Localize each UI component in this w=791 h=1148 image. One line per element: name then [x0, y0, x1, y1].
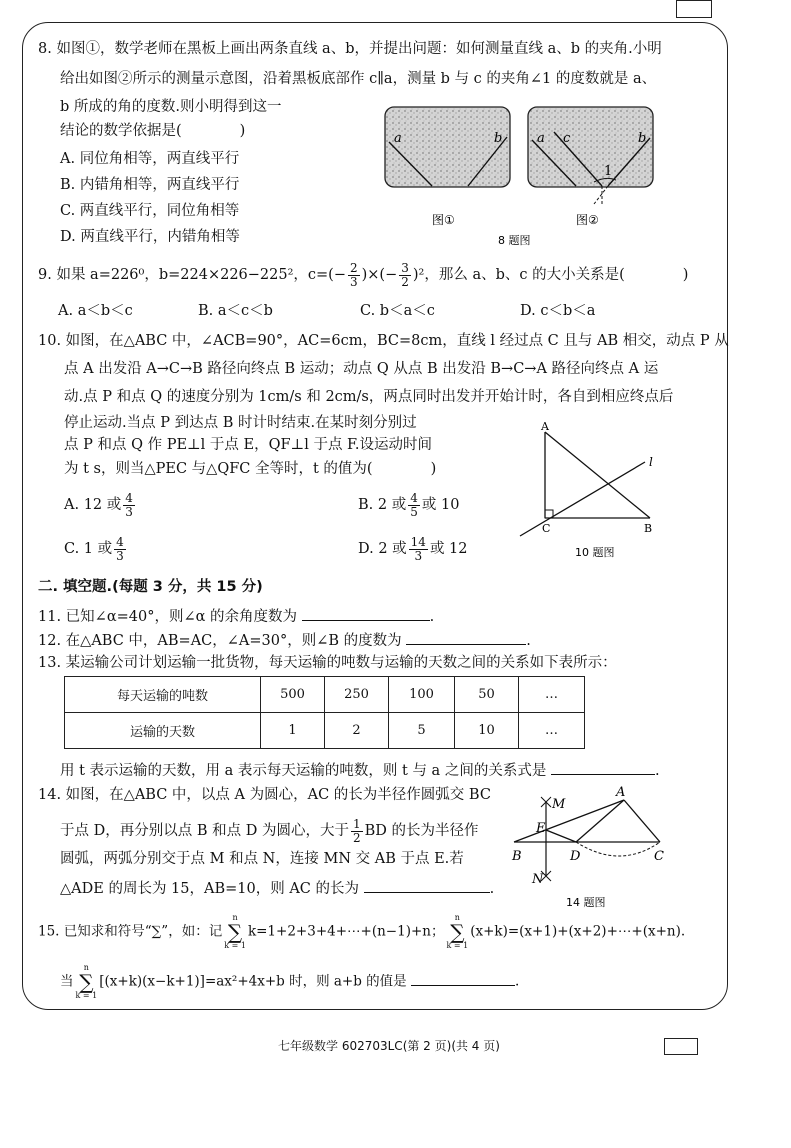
q15-pre: 15. 已知求和符号“∑”，如：记 [38, 923, 223, 940]
q10-line3: 动.点 P 和点 Q 的速度分别为 1cm/s 和 2cm/s，两点同时出发并开始计时，各自到相应终点后 [64, 389, 674, 405]
q9-option-d: D. c＜b＜a [520, 303, 596, 319]
q10-opt-d-num: 14 [410, 535, 426, 549]
q15-line1 [38, 914, 685, 950]
q12-answer-blank[interactable] [406, 632, 526, 645]
segment-DE [546, 830, 576, 842]
q12-text: 12. 在△ABC 中，AB=AC，∠A=30°，则∠B 的度数为 [38, 633, 402, 649]
table-cell: … [519, 713, 585, 749]
q14-half-fraction [351, 818, 363, 844]
table-cell: 10 [455, 713, 519, 749]
q9-fraction-2 [399, 262, 411, 288]
sigma-3-bottom: k = 1 [75, 991, 98, 1000]
blackboard-1 [385, 107, 510, 187]
table-cell: … [519, 677, 585, 713]
q10-opt-d-fraction [409, 536, 428, 562]
table-cell: 100 [389, 677, 455, 713]
q10-opt-c-fraction [114, 536, 126, 562]
q10-opt-d-den: 3 [414, 548, 423, 563]
q10-opt-a-text: A. 12 或 [64, 497, 122, 514]
q14-answer-blank[interactable] [364, 880, 490, 893]
q15-line2: 当 n ∑ k = 1 [(x+k)(x−k+1)]=ax²+4x+b 时，则 a+b 的值是 . [60, 963, 520, 1000]
q8-option-d: D. 两直线平行，内错角相等 [60, 229, 240, 245]
q10-line1: 10. 如图，在△ABC 中，∠ACB=90°，AC=6cm，BC=8cm，直线 l 经过点 C 且与 AB 相交，动点 P 从 [38, 333, 729, 349]
fig2-caption: 图② [576, 213, 599, 227]
table-header-cell: 每天运输的吨数 [65, 677, 261, 713]
segment-AB [514, 800, 624, 842]
q13-answer-blank[interactable] [551, 762, 655, 775]
q9-option-b: B. a＜c＜b [198, 303, 273, 319]
q10-opt-b-den: 5 [410, 504, 418, 519]
label-A: A [541, 420, 549, 433]
q9-stem-prefix: 9. 如果 a=226⁰，b=224×226−225²，c=(− [38, 267, 346, 284]
segment-AB [545, 432, 650, 518]
q10-line6: 为 t s，则当△PEC 与△QFC 全等时，t 的值为( ) [64, 461, 437, 477]
q14-line1: 14. 如图，在△ABC 中，以点 A 为圆心，AC 的长为半径作圆弧交 BC [38, 787, 491, 803]
label-l: l [649, 455, 653, 469]
q10-opt-a-den: 3 [125, 504, 133, 519]
q10-opt-b-fraction [408, 492, 420, 518]
q8-figure-1 [385, 107, 510, 187]
arc-CD [576, 842, 660, 856]
line-b-dashed [594, 186, 608, 204]
bottom-right-box [664, 1038, 698, 1055]
q14-half-num: 1 [352, 817, 361, 831]
q10-line4: 停止运动.当点 P 到达点 B 时计时结束.在某时刻分别过 [64, 415, 417, 431]
fig2-angle-label: 1 [604, 164, 613, 179]
q8-option-b: B. 内错角相等，两直线平行 [60, 177, 240, 193]
label-B: B [644, 522, 653, 535]
label-B: B [512, 849, 522, 864]
q15-eq1: k=1+2+3+4+⋯+(n−1)+n； [247, 923, 445, 940]
q12: 12. 在△ABC 中，AB=AC，∠A=30°，则∠B 的度数为 . [38, 633, 531, 649]
q10-opt-b-num: 4 [410, 491, 418, 505]
q8-figure-2 [528, 107, 653, 204]
q9-stem-mid: )×(− [361, 267, 398, 284]
q11: 11. 已知∠α=40°，则∠α 的余角度数为 . [38, 609, 435, 625]
q10-option-d [358, 536, 468, 562]
q13-after-text: 用 t 表示运输的天数，用 a 表示每天运输的吨数，则 t 与 a 之间的关系式是 [60, 763, 547, 779]
q10-opt-d-text: D. 2 或 [358, 541, 407, 558]
q10-opt-d-post: 或 12 [429, 541, 468, 558]
q8-figure-caption: 8 题图 [498, 234, 531, 246]
fig1-label-a: a [394, 131, 402, 146]
sigma-2 [446, 914, 468, 950]
q15-eq3: [(x+k)(x−k+1)]=ax²+4x+b 时，则 a+b 的值是 [99, 973, 407, 990]
sigma-3 [76, 964, 98, 1000]
fig2-label-b: b [638, 131, 647, 146]
table-cell: 1 [261, 713, 325, 749]
segment-AC [624, 800, 660, 842]
sigma-2-top: n [454, 913, 460, 922]
q10-line2: 点 A 出发沿 A→C→B 路径向终点 B 运动；动点 Q 从点 B 出发沿 B→C→A 路径向终点 A 运 [64, 361, 659, 377]
q10-figure-caption: 10 题图 [575, 546, 615, 559]
table-cell: 50 [455, 677, 519, 713]
q10-option-a [64, 492, 137, 518]
sigma-1-bottom: k = 1 [224, 941, 246, 950]
label-C: C [654, 849, 664, 864]
sigma-1-top: n [232, 913, 238, 922]
table-row [65, 713, 585, 749]
q8-line4: 结论的数学依据是( ) [60, 123, 246, 139]
sigma-3-symbol: ∑ [79, 970, 94, 994]
sigma-2-bottom: k = 1 [446, 941, 469, 950]
q9-f2-denominator: 2 [401, 274, 409, 289]
q10-opt-c-den: 3 [116, 548, 124, 563]
top-right-box [676, 0, 712, 18]
page-footer: 七年级数学 602703LC(第 2 页)(共 4 页) [278, 1039, 500, 1053]
q14-line4-text: △ADE 的周长为 15，AB=10，则 AC 的长为 [60, 881, 360, 897]
label-A: A [616, 785, 626, 800]
q10-opt-c-text: C. 1 或 [64, 541, 113, 558]
q14-half-den: 2 [352, 830, 361, 845]
q9-fraction-1 [348, 262, 360, 288]
label-N: N [532, 872, 544, 887]
q8-option-c: C. 两直线平行，同位角相等 [60, 203, 240, 219]
q10-opt-a-num: 4 [125, 491, 133, 505]
q11-text: 11. 已知∠α=40°，则∠α 的余角度数为 [38, 609, 298, 625]
q10-opt-b-text: B. 2 或 [358, 497, 407, 514]
q13-stem: 13. 某运输公司计划运输一批货物，每天运输的吨数与运输的天数之间的关系如下表所示： [38, 655, 617, 671]
table-header-cell: 运输的天数 [65, 713, 261, 749]
q9-stem [38, 262, 688, 288]
q15-eq2: (x+k)=(x+1)+(x+2)+⋯+(x+n). [470, 923, 686, 940]
q8-figures [380, 104, 680, 246]
q9-f2-numerator: 3 [401, 261, 409, 275]
sigma-1-symbol: ∑ [227, 920, 243, 944]
table-cell: 5 [389, 713, 455, 749]
sigma-3-top: n [83, 963, 89, 972]
table-cell: 250 [325, 677, 389, 713]
q9-option-a: A. a＜b＜c [58, 303, 133, 319]
q9-option-c: C. b＜a＜c [360, 303, 435, 319]
q9-stem-suffix: )²，那么 a、b、c 的大小关系是( ) [412, 267, 689, 284]
fig1-caption: 图① [432, 213, 455, 227]
segment-AD [576, 800, 624, 842]
q11-answer-blank[interactable] [302, 608, 430, 621]
fig2-label-c: c [563, 131, 571, 146]
table-cell: 500 [261, 677, 325, 713]
q14-line2 [60, 818, 478, 844]
q10-opt-b-post: 或 10 [421, 497, 460, 514]
q14-figure [508, 780, 688, 910]
q10-opt-a-fraction [123, 492, 135, 518]
label-E: E [536, 821, 546, 836]
sigma-1 [224, 914, 246, 950]
fig2-label-a: a [537, 131, 545, 146]
fig1-label-b: b [494, 131, 503, 146]
q8-option-a: A. 同位角相等，两直线平行 [60, 151, 240, 167]
q9-f1-denominator: 3 [349, 274, 358, 289]
label-C: C [542, 522, 551, 535]
q9-f1-numerator: 2 [349, 261, 358, 275]
q10-option-b [358, 492, 459, 518]
section-2-title: 二. 填空题.(每题 3 分，共 15 分) [38, 579, 263, 595]
q10-option-c [64, 536, 128, 562]
q10-figure [515, 418, 695, 560]
q15-answer-blank[interactable] [411, 973, 515, 986]
sigma-2-symbol: ∑ [450, 920, 465, 944]
q10-line5: 点 P 和点 Q 作 PE⊥l 于点 E，QF⊥l 于点 F.设运动时间 [64, 437, 432, 453]
blackboard-2 [528, 107, 653, 187]
q8-line1: 8. 如图①，数学老师在黑板上画出两条直线 a、b，并提出问题：如何测量直线 a、b 的夹角.小明 [38, 41, 662, 57]
table-row [65, 677, 585, 713]
q14-figure-caption: 14 题图 [566, 896, 606, 909]
q8-line3: b 所成的角的度数.则小明得到这一 [60, 99, 282, 115]
q14-line2-pre: 于点 D，再分别以点 B 和点 D 为圆心，大于 [60, 823, 349, 840]
q14-line2-post: BD 的长为半径作 [364, 823, 479, 840]
q14-line3: 圆弧，两弧分别交于点 M 和点 N，连接 MN 交 AB 于点 E.若 [60, 851, 464, 867]
q10-opt-c-num: 4 [116, 535, 124, 549]
q8-line2: 给出如图②所示的测量示意图，沿着黑板底部作 c∥a，测量 b 与 c 的夹角∠1 的度数就是 a、 [60, 71, 657, 87]
q13-table [64, 676, 585, 749]
q13-after: 用 t 表示运输的天数，用 a 表示每天运输的吨数，则 t 与 a 之间的关系式是 . [60, 763, 660, 779]
table-cell: 2 [325, 713, 389, 749]
label-D: D [570, 849, 581, 864]
q15-line2-pre: 当 [60, 973, 74, 990]
label-M: M [552, 797, 566, 812]
q14-line4: △ADE 的周长为 15，AB=10，则 AC 的长为 . [60, 881, 495, 897]
